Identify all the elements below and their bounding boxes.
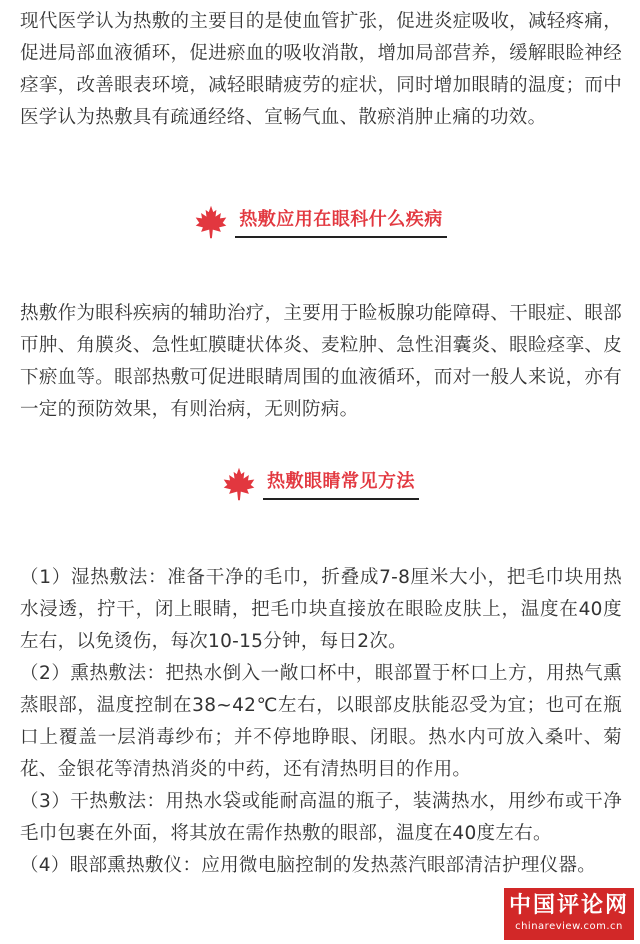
maple-leaf-icon bbox=[193, 204, 229, 240]
section-heading-methods bbox=[0, 466, 640, 502]
section-heading-text: 热敷眼睛常见方法 bbox=[263, 469, 419, 500]
method-item-wet-compress: （1）湿热敷法：准备干净的毛巾，折叠成7-8厘米大小，把毛巾块用热水浸透，拧干，闭上眼睛，把毛巾块直接放在眼睑皮肤上，温度在40度左右，以免烫伤，每次10-15分钟，每日2次。 bbox=[20, 567, 622, 652]
eye-diseases-paragraph: 热敷作为眼科疾病的辅助治疗，主要用于睑板腺功能障碍、干眼症、眼部帀肿、角膜炎、急性虹膜睫状体炎、麦粒肿、急性泪囊炎、眼睑痉挛、皮下瘀血等。眼部热敷可促进眼睛周围的血液循环，而对一般人来说，亦有一定的预防效果，有则治病，无则防病。 bbox=[20, 303, 622, 420]
method-item-steam-device: （4）眼部熏热敷仪：应用微电脑控制的发热蒸汽眼部清洁护理仪器。 bbox=[20, 855, 597, 876]
section-heading-text: 热敷应用在眼科什么疾病 bbox=[235, 207, 447, 238]
intro-paragraph: 现代医学认为热敷的主要目的是使血管扩张，促进炎症吸收，减轻疼痛，促进局部血液循环，促进瘀血的吸收消散，增加局部营养，缓解眼睑神经痉挛，改善眼表环境，减轻眼睛疲劳的症状，同时增加眼睛的温度；而中医学认为热敷具有疏通经络、宣畅气血、散瘀消肿止痛的功效。 bbox=[20, 11, 622, 128]
section-heading-eye-diseases bbox=[0, 204, 640, 240]
method-item-dry-compress: （3）干热敷法：用热水袋或能耐高温的瓶子，装满热水，用纱布或干净毛巾包裹在外面，将其放在需作热敷的眼部，温度在40度左右。 bbox=[20, 791, 622, 844]
watermark-brand: 中国评论网 bbox=[508, 892, 629, 918]
watermark-logo bbox=[504, 888, 634, 940]
watermark-url: chinareview.com.cn bbox=[515, 921, 623, 932]
methods-list bbox=[20, 562, 622, 882]
method-item-steam-compress: （2）熏热敷法：把热水倒入一敞口杯中，眼部置于杯口上方，用热气熏蒸眼部，温度控制在38~42℃左右，以眼部皮肤能忍受为宜；也可在瓶口上覆盖一层消毒纱布；并不停地睁眼、闭眼。热水内可放入桑叶、菊花、金银花等清热消炎的中药，还有清热明目的作用。 bbox=[20, 663, 622, 780]
maple-leaf-icon bbox=[221, 466, 257, 502]
